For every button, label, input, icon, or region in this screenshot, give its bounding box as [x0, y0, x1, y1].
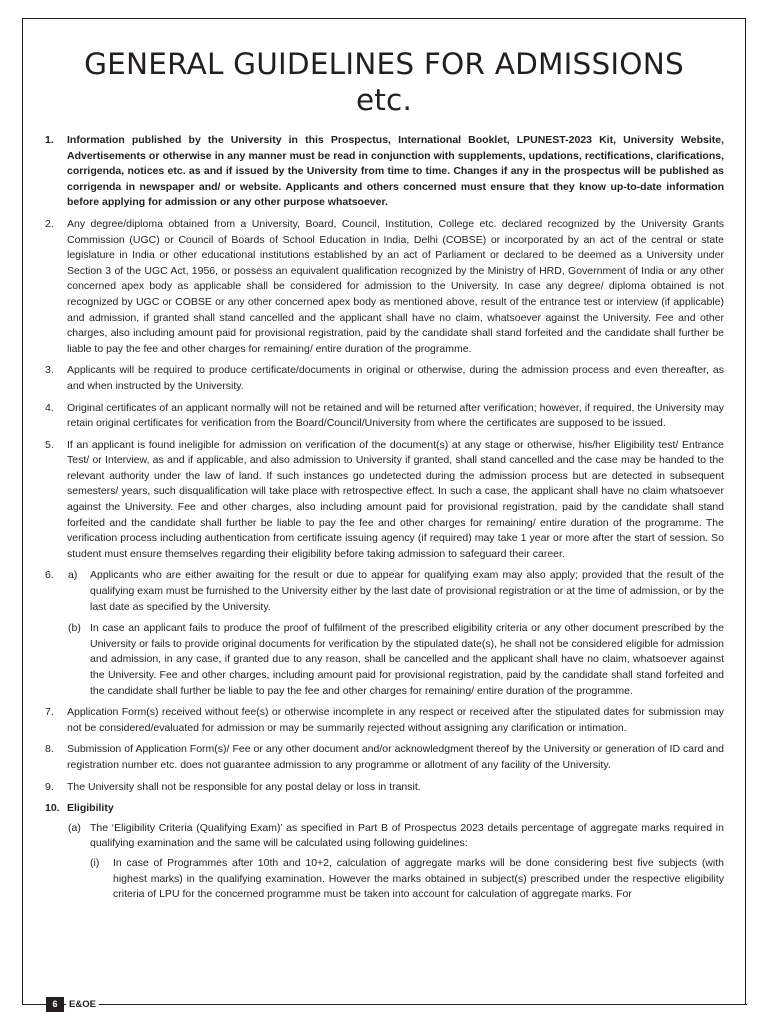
section-heading-eligibility: Eligibility	[67, 802, 114, 815]
guideline-item-4	[40, 401, 724, 432]
item-text: Original certificates of an applicant normally will not be retained and will be returned after verification; however, if required, the University may retain original certificates for verification from the Board/Council/University from where the certificates are supposed to be issued.	[67, 401, 724, 430]
page-number: 6	[46, 997, 64, 1012]
item-number: 8.	[45, 743, 54, 756]
title-line-2: etc.	[355, 83, 413, 117]
guideline-item-3	[40, 363, 724, 394]
title-line-1: GENERAL GUIDELINES FOR ADMISSIONS	[84, 47, 684, 81]
sub-item-text: The ‘Eligibility Criteria (Qualifying Exam)’ as specified in Part B of Prospectus 2023 details percentage of aggregate marks required in qualifying examination and the same will be calculated using following guidelines:	[90, 821, 724, 850]
sub-item-a	[67, 568, 724, 615]
footer-rule	[22, 1004, 747, 1005]
item-number: 10.	[45, 802, 60, 815]
guidelines-list	[40, 133, 724, 909]
item-text: Applicants will be required to produce certificate/documents in original or otherwise, during the admission process and even thereafter, as and when instructed by the University.	[67, 364, 724, 392]
item-number: 4.	[45, 401, 54, 414]
item-text: The University shall not be responsible for any postal delay or loss in transit.	[67, 780, 421, 793]
guideline-item-7	[40, 705, 724, 736]
item-number: 9.	[45, 780, 54, 793]
sub-item-label: a)	[68, 569, 78, 582]
item-number: 5.	[45, 438, 54, 451]
item-number: 3.	[45, 364, 54, 377]
item-number: 2.	[45, 217, 54, 230]
item-number: 1.	[45, 134, 54, 146]
sub-item-text: In case of Programmes after 10th and 10+2, calculation of aggregate marks will be done considering best five subjects (with highest marks) in the qualifying examination. However the marks obtained in subject(s) prescribed under the respective eligibility criteria of LPU for the concerned programme must be taken into account for calculation of aggregate marks. For	[113, 856, 724, 901]
sub-item-text: In case an applicant fails to produce the proof of fulfilment of the prescribed eligibility criteria or any other document prescribed by the University or fails to provide original documents for verification by the stipulated date(s), he shall not be considered eligible for admission and admission, in any case, if granted due to any reason, shall be cancelled and the applicant shall have no claim, whatsoever against the University. Fee and other charges, including amount paid for provisional registration, paid by the candidate shall stand forfeited and the candidate shall further be liable to pay the fee and other charges for remaining/ entire duration of the programme.	[90, 622, 724, 697]
sub-item-label: (a)	[68, 821, 81, 834]
item-text: Any degree/diploma obtained from a University, Board, Council, Institution, College etc. declared recognized by the University Grants Commission (UGC) or Council of Boards of School Education in India, Delhi (COBSE) or incorporated by an act of the central or state legislature in India or other educational institutions established by an act of Parliament or declared to be deemed as a University under Section 3 of the UGC Act, 1956, or possess an equivalent qualification recognized by the Ministry of HRD, Government of India or any other concerned apex body as applicable shall be considered for admission to the University. In case any degree/ diploma obtained is not recognized by UGC or COBSE or any other concerned apex body as mentioned above, result of the entrance test or interview (if applicable) and admission, if granted shall stand cancelled and the applicant shall have no claim, whatsoever against the University. Fee and other charges, also including amount paid for provisional registration, paid by the candidate shall stand forfeited and the candidate shall further be liable to pay the fee and other charges for remaining/ entire duration of the programme.	[67, 217, 724, 355]
guideline-item-8	[40, 742, 724, 773]
item-text: Information published by the University in this Prospectus, International Booklet, LPUNEST-2023 Kit, University Website, Advertisements or otherwise in any manner must be read in conjunction with supplements, updations, rectifications, clarifications, corrigenda, notices etc. as and if issued by the University from time to time. Changes if any in the prospectus will be published as corrigenda in newspaper and/ or website. Applicants and others concerned must ensure that they know up-to-date information before applying for admission or any other purpose whatsoever.	[67, 134, 724, 209]
sub-item-a	[67, 821, 724, 903]
sub-item-label: (b)	[68, 622, 81, 635]
sub-item-label: (i)	[90, 856, 100, 869]
eoe-label: E&OE	[66, 997, 99, 1012]
sub-item-text: Applicants who are either awaiting for the result or due to appear for qualifying exam may also apply; provided that the result of the qualifying exam must be furnished to the University either by the last date of provisional registration or at the time of admission, or by the last date as specified by the University.	[90, 569, 724, 613]
guideline-item-6	[40, 568, 724, 699]
item-number: 7.	[45, 706, 54, 719]
guideline-item-5	[40, 438, 724, 563]
item-text: Submission of Application Form(s)/ Fee or any other document and/or acknowledgment thereof by the University or generation of ID card and registration number etc. does not guarantee admission to any programme or allotment of any facility of the University.	[67, 743, 724, 771]
guideline-item-1	[40, 133, 724, 211]
sub-item-i	[90, 856, 724, 903]
page-title	[22, 46, 746, 118]
item-number: 6.	[45, 569, 54, 582]
guideline-item-9	[40, 780, 724, 796]
item-text: If an applicant is found ineligible for admission on verification of the document(s) at any stage or otherwise, his/her Eligibility test/ Entrance Test/ or Interview, as and if applicable, and also admission to University if granted, shall stand cancelled and the case may be handed to the relevant authority under the law of land. If such instances go undetected during the admission process but are detected in subsequent semesters/ years, such disqualification will take place with retrospective effect. In such a case, the applicant shall have no claim whatsoever against the University. Fee and other charges, also including amount paid for provisional registration, paid by the candidate shall stand forfeited and the candidate shall further be liable to pay the fee and other charges for remaining/ entire duration of the programme. The verification process including authentication from certificate issuing agency (if required) may take 1 year or more after the start of session. So student must ensure themselves regarding their eligibility before taking admission to safeguard their career.	[67, 438, 724, 560]
item-text: Application Form(s) received without fee(s) or otherwise incomplete in any respect or received after the stipulated dates for submission may not be considered/evaluated for admission or may be summarily rejected without assigning any clarification or intimation.	[67, 706, 724, 734]
sub-item-b	[67, 621, 724, 699]
guideline-item-2	[40, 217, 724, 357]
guideline-item-10	[40, 801, 724, 903]
